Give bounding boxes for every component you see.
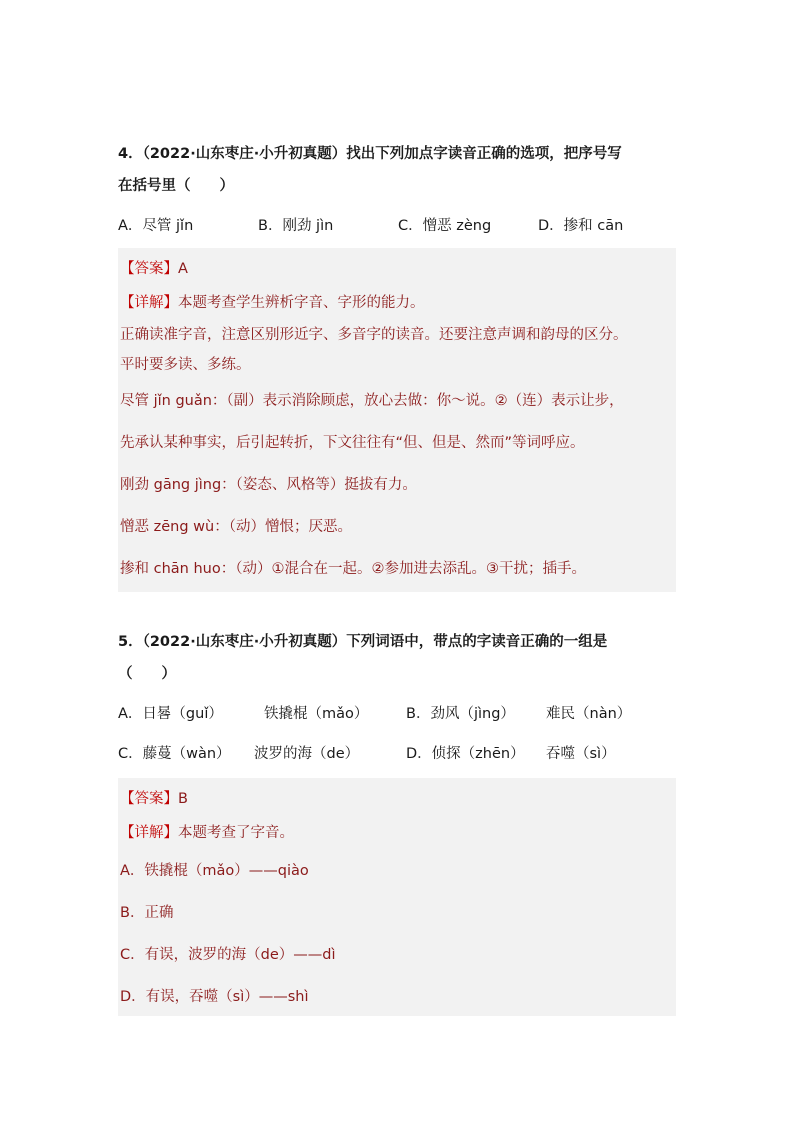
q5-option-c-2: 波罗的海（de） bbox=[254, 745, 360, 762]
question-5-answer-box bbox=[118, 778, 676, 1016]
q5-option-d-2: 吞噬（sì） bbox=[546, 745, 616, 762]
q4-detail-text-0: 本题考查学生辨析字音、字形的能力。 bbox=[178, 295, 425, 311]
q5-detail-tag: 【详解】 bbox=[120, 825, 178, 841]
q4-option-c: C．憎恶 zèng bbox=[398, 217, 492, 234]
q5-answer-value: B bbox=[178, 791, 188, 807]
q4-detail-line-5: 刚劲 gāng jìng：（姿态、风格等）挺拔有力。 bbox=[120, 477, 417, 493]
question-5-stem-line2: （ ） bbox=[118, 666, 176, 682]
q4-answer-value: A bbox=[178, 261, 188, 277]
question-5-stem bbox=[118, 626, 676, 690]
q4-option-d: D．掺和 cān bbox=[538, 217, 624, 234]
question-5-options-row1 bbox=[118, 692, 676, 732]
q4-detail-line-4: 先承认某种事实，后引起转折，下文往往有“但、但是、然而”等词呼应。 bbox=[120, 435, 585, 451]
q5-answer-tag: 【答案】 bbox=[120, 791, 178, 807]
question-5 bbox=[118, 626, 676, 1016]
question-4-stem-line2: 在括号里（ ） bbox=[118, 178, 234, 194]
q5-detail-line-0 bbox=[120, 816, 674, 850]
q4-detail-line-7: 掺和 chān huo：（动）①混合在一起。②参加进去添乱。③干扰；插手。 bbox=[120, 561, 586, 577]
question-5-options-row2 bbox=[118, 732, 676, 772]
q4-detail-tag: 【详解】 bbox=[120, 295, 178, 311]
q4-option-b: B．刚劲 jìn bbox=[258, 217, 334, 234]
q4-detail-line-2: 平时要多读、多练。 bbox=[120, 357, 251, 373]
q4-answer-tag: 【答案】 bbox=[120, 261, 178, 277]
q5-option-a-2: 铁撬棍（mǎo） bbox=[264, 705, 369, 722]
q4-detail-line-0 bbox=[120, 286, 674, 320]
question-4-answer-box bbox=[118, 248, 676, 592]
q5-detail-line-4: D．有误，吞噬（sì）——shì bbox=[120, 989, 309, 1005]
question-4-stem-line1: 4．（2022·山东枣庄·小升初真题）找出下列加点字读音正确的选项，把序号写 bbox=[118, 146, 622, 162]
q5-detail-line-3: C．有误，波罗的海（de）——dì bbox=[120, 947, 336, 963]
q5-option-d-1: D．侦探（zhēn） bbox=[406, 745, 525, 762]
question-4-stem bbox=[118, 138, 676, 202]
question-5-stem-line1: 5．（2022·山东枣庄·小升初真题）下列词语中，带点的字读音正确的一组是 bbox=[118, 634, 608, 650]
q4-detail-line-3: 尽管 jǐn guǎn：（副）表示消除顾虑，放心去做：你～说。②（连）表示让步， bbox=[120, 393, 624, 409]
q4-answer-line bbox=[120, 252, 674, 286]
q4-detail-line-1: 正确读准字音，注意区别形近字、多音字的读音。还要注意声调和韵母的区分。 bbox=[120, 327, 628, 343]
q5-option-b-2: 难民（nàn） bbox=[546, 705, 632, 722]
q5-detail-text-0: 本题考查了字音。 bbox=[178, 825, 294, 841]
q4-option-a: A．尽管 jǐn bbox=[118, 217, 194, 234]
q4-detail-line-6: 憎恶 zēng wù：（动）憎恨；厌恶。 bbox=[120, 519, 352, 535]
question-4-options bbox=[118, 204, 676, 244]
q5-option-c-1: C．藤蔓（wàn） bbox=[118, 745, 231, 762]
question-4 bbox=[118, 138, 676, 592]
q5-option-b-1: B．劲风（jìng） bbox=[406, 705, 515, 722]
q5-detail-line-2: B．正确 bbox=[120, 905, 174, 921]
q5-answer-line bbox=[120, 782, 674, 816]
q5-option-a-1: A．日晷（guǐ） bbox=[118, 705, 223, 722]
q5-detail-line-1: A．铁撬棍（mǎo）——qiào bbox=[120, 863, 309, 879]
